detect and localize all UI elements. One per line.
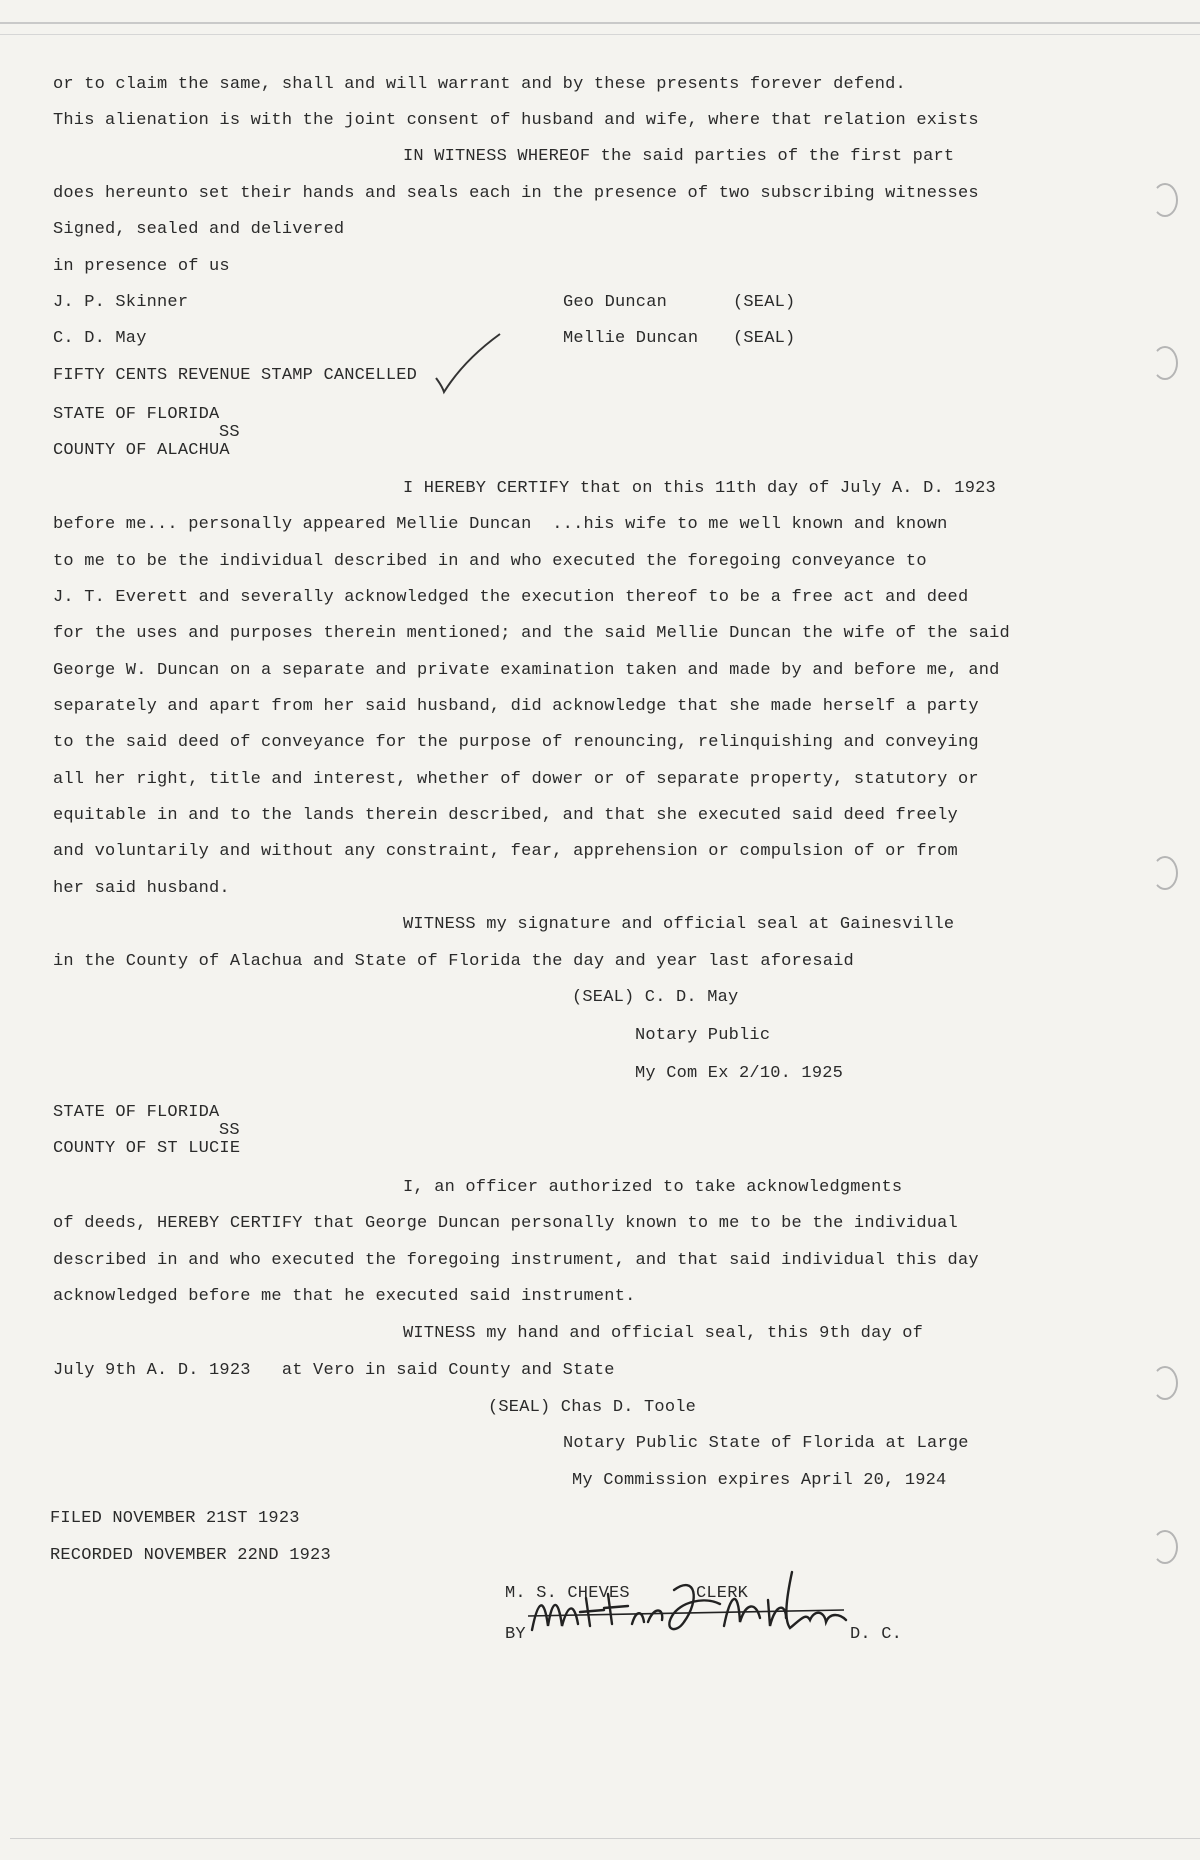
text-line: This alienation is with the joint consent of husband and wife, where that relation exists xyxy=(53,111,979,130)
grantor-name: Geo Duncan xyxy=(563,293,668,312)
check-mark-icon xyxy=(434,330,504,396)
clerk-title: CLERK xyxy=(696,1584,749,1603)
text-line: WITNESS my signature and official seal at Gainesville xyxy=(403,915,955,934)
witness-name: J. P. Skinner xyxy=(53,293,189,312)
witness-name: C. D. May xyxy=(53,329,147,348)
recorded-date: RECORDED NOVEMBER 22ND 1923 xyxy=(50,1546,331,1565)
text-line: for the uses and purposes therein mentioned; and the said Mellie Duncan the wife of the said xyxy=(53,624,1010,643)
punch-hole xyxy=(1152,1530,1178,1564)
text-line: in presence of us xyxy=(53,257,230,276)
punch-hole xyxy=(1152,346,1178,380)
top-rule-secondary xyxy=(0,34,1200,35)
seal-mark: (SEAL) xyxy=(733,293,796,312)
text-line: described in and who executed the foregoing instrument, and that said individual this day xyxy=(53,1251,979,1270)
text-line: before me... personally appeared Mellie Duncan ...his wife to me well known and known xyxy=(53,515,948,534)
venue-county: COUNTY OF ST LUCIE xyxy=(53,1139,241,1158)
venue-county: COUNTY OF ALACHUA xyxy=(53,441,230,460)
handwritten-signature xyxy=(524,1560,854,1646)
text-line: to me to be the individual described in and who executed the foregoing conveyance to xyxy=(53,552,927,571)
grantor-name: Mellie Duncan xyxy=(563,329,699,348)
notary-signature: (SEAL) C. D. May xyxy=(572,988,739,1007)
text-line: all her right, title and interest, whether of dower or of separate property, statutory or xyxy=(53,770,979,789)
text-line: and voluntarily and without any constraint, fear, apprehension or compulsion of or from xyxy=(53,842,958,861)
notary-commission: My Commission expires April 20, 1924 xyxy=(572,1471,947,1490)
text-line: George W. Duncan on a separate and private examination taken and made by and before me, and xyxy=(53,661,1000,680)
text-line: in the County of Alachua and State of Florida the day and year last aforesaid xyxy=(53,952,854,971)
bottom-rule xyxy=(10,1838,1200,1839)
filed-date: FILED NOVEMBER 21ST 1923 xyxy=(50,1509,300,1528)
text-line: Signed, sealed and delivered xyxy=(53,220,345,239)
punch-hole xyxy=(1152,1366,1178,1400)
deputy-clerk-label: D. C. xyxy=(850,1625,903,1644)
text-line: separately and apart from her said husband, did acknowledge that she made herself a party xyxy=(53,697,979,716)
text-line: to the said deed of conveyance for the purpose of renouncing, relinquishing and conveying xyxy=(53,733,979,752)
text-line: equitable in and to the lands therein described, and that she executed said deed freely xyxy=(53,806,958,825)
text-line: July 9th A. D. 1923 at Vero in said County and State xyxy=(53,1361,615,1380)
text-line: I, an officer authorized to take acknowledgments xyxy=(403,1178,903,1197)
notary-commission: My Com Ex 2/10. 1925 xyxy=(635,1064,844,1083)
text-line: acknowledged before me that he executed said instrument. xyxy=(53,1287,636,1306)
text-line: J. T. Everett and severally acknowledged the execution thereof to be a free act and deed xyxy=(53,588,969,607)
notary-signature: (SEAL) Chas D. Toole xyxy=(488,1398,697,1417)
seal-mark: (SEAL) xyxy=(733,329,796,348)
top-rule xyxy=(0,22,1200,24)
punch-hole xyxy=(1152,183,1178,217)
by-label: BY xyxy=(505,1625,526,1644)
notary-title: Notary Public xyxy=(635,1026,771,1045)
text-line: or to claim the same, shall and will warrant and by these presents forever defend. xyxy=(53,75,906,94)
text-line: does hereunto set their hands and seals each in the presence of two subscribing witnesses xyxy=(53,184,979,203)
text-line: IN WITNESS WHEREOF the said parties of the first part xyxy=(403,147,955,166)
text-line: I HEREBY CERTIFY that on this 11th day of July A. D. 1923 xyxy=(403,479,996,498)
clerk-name: M. S. CHEVES xyxy=(505,1584,630,1603)
notary-title: Notary Public State of Florida at Large xyxy=(563,1434,969,1453)
venue-ss: SS xyxy=(219,423,240,442)
text-line: her said husband. xyxy=(53,879,230,898)
stamp-note: FIFTY CENTS REVENUE STAMP CANCELLED xyxy=(53,366,418,385)
venue-state: STATE OF FLORIDA xyxy=(53,405,220,424)
venue-ss: SS xyxy=(219,1121,240,1140)
venue-state: STATE OF FLORIDA xyxy=(53,1103,220,1122)
punch-hole xyxy=(1152,856,1178,890)
text-line: WITNESS my hand and official seal, this 9th day of xyxy=(403,1324,924,1343)
text-line: of deeds, HEREBY CERTIFY that George Duncan personally known to me to be the individual xyxy=(53,1214,958,1233)
